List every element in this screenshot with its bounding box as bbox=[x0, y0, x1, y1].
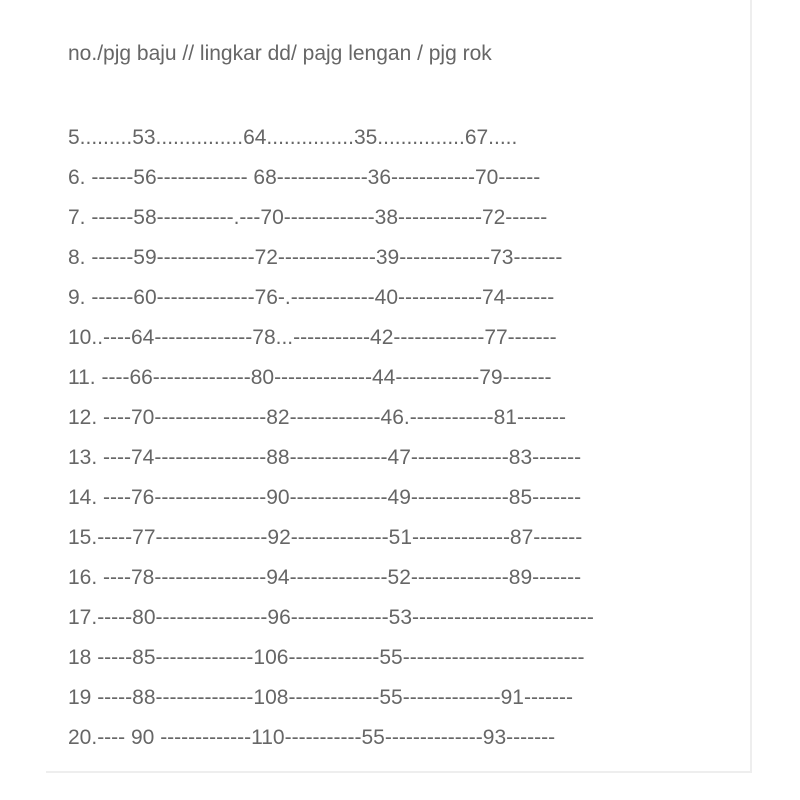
card-right-border bbox=[750, 0, 752, 772]
size-row: 10..----64--------------78...-----------42-------------77------- bbox=[68, 326, 557, 349]
size-row: 8. ------59--------------72--------------39-------------73------- bbox=[68, 246, 563, 269]
size-row: 7. ------58-----------.---70-------------38------------72------ bbox=[68, 206, 548, 229]
size-row: 17.-----80----------------96--------------53-------------------------- bbox=[68, 606, 594, 629]
size-chart-note bbox=[68, 38, 738, 758]
card-bottom-border bbox=[46, 771, 752, 773]
size-chart-header: no./pjg baju // lingkar dd/ pajg lengan / pjg rok bbox=[68, 42, 492, 65]
size-row: 6. ------56------------- 68-------------36------------70------ bbox=[68, 166, 541, 189]
size-row: 15.-----77----------------92--------------51--------------87------- bbox=[68, 526, 583, 549]
size-row: 18 -----85--------------106-------------55-------------------------- bbox=[68, 646, 585, 669]
size-row: 9. ------60--------------76-.------------40------------74------- bbox=[68, 286, 555, 309]
size-row: 12. ----70----------------82-------------46.------------81------- bbox=[68, 406, 566, 429]
size-row: 16. ----78----------------94--------------52--------------89------- bbox=[68, 566, 582, 589]
size-row: 13. ----74----------------88--------------47--------------83------- bbox=[68, 446, 582, 469]
size-row: 19 -----88--------------108-------------55--------------91------- bbox=[68, 686, 573, 709]
size-row: 14. ----76----------------90--------------49--------------85------- bbox=[68, 486, 582, 509]
size-row: 5.........53...............64...............35...............67..... bbox=[68, 126, 518, 149]
size-row: 11. ----66--------------80--------------44------------79------- bbox=[68, 366, 552, 389]
size-chart-rows bbox=[68, 118, 738, 758]
size-row: 20.---- 90 -------------110-----------55--------------93------- bbox=[68, 726, 556, 749]
